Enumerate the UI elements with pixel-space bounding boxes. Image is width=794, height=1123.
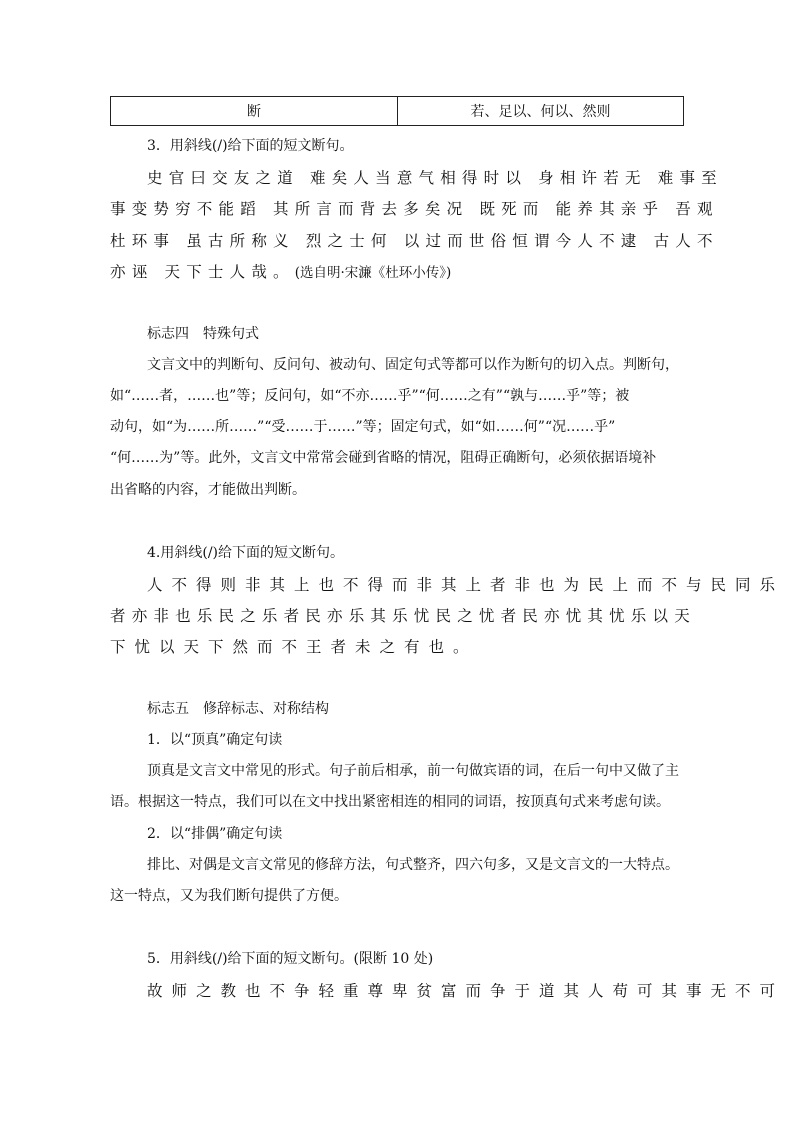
q3-source: (选自明·宋濂《杜环小传》): [294, 265, 452, 281]
section4-line-3: 动句，如“为……所……”“受……于……”等；固定句式，如“如……何”“况……乎”: [110, 419, 616, 435]
table-cell-left: 断: [111, 97, 398, 125]
q5-line-1: 故师之教也不争轻重尊卑贫富而争于道其人苟可其事无不可: [147, 982, 785, 1000]
q3-line-2: 事变势穷不能蹈 其所言而背去多矣况 既死而 能养其亲乎 吾观: [110, 200, 719, 218]
section5-sub2-line-2: 这一特点，又为我们断句提供了方便。: [110, 888, 348, 904]
table-cell-right: 若、足以、何以、然则: [470, 104, 611, 120]
section4-heading: 标志四 特殊句式: [147, 326, 259, 342]
section5-sub1-line-1: 顶真是文言文中常见的形式。句子前后相承，前一句做宾语的词，在后一句中又做了主: [147, 763, 679, 779]
q5-prompt: 5．用斜线(/)给下面的短文断句。(限断 10 处): [147, 951, 434, 967]
q4-line-1: 人不得则非其上也不得而非其上者非也为民上而不与民同乐: [147, 576, 785, 594]
q4-prompt: 4.用斜线(/)给下面的短文断句。: [147, 545, 344, 561]
q4-line-2: 者亦非也乐民之乐者民亦乐其乐忧民之忧者民亦忧其忧乐以天: [110, 607, 696, 625]
q3-line-4: 亦诬 天下士人哉。: [110, 263, 295, 281]
section5-sub2-line-1: 排比、对偶是文言文常见的修辞方法，句式整齐，四六句多，又是文言文的一大特点。: [147, 857, 679, 873]
section4-line-1: 文言文中的判断句、反问句、被动句、固定句式等都可以作为断句的切入点。判断句，: [147, 357, 679, 373]
q3-prompt: 3．用斜线(/)给下面的短文断句。: [147, 138, 354, 154]
section5-sub1: 1．以“顶真”确定句读: [147, 732, 283, 748]
section4-line-4: “何……为”等。此外，文言文中常常会碰到省略的情况，阻碍正确断句，必须依据语境补: [110, 450, 657, 466]
section4-line-2: 如“……者，……也”等；反问句，如“不亦……乎”“何……之有”“孰与……乎”等；被: [110, 388, 630, 404]
q3-line-1: 史官曰交友之道 难矣人当意气相得时以 身相许若无 难事至: [147, 169, 723, 187]
keyword-table: [110, 96, 684, 126]
q3-line-3: 杜环事 虽古所称义 烈之士何 以过而世俗恒谓今人不逮 古人不: [110, 232, 719, 250]
q3-line-4-wrap: [110, 260, 451, 282]
section4-line-5: 出省略的内容，才能做出判断。: [110, 482, 306, 498]
q4-line-3: 下忧以天下然而不王者未之有也。: [110, 638, 478, 656]
section5-sub2: 2．以“排偶”确定句读: [147, 826, 283, 842]
section5-heading: 标志五 修辞标志、对称结构: [147, 701, 329, 717]
section5-sub1-line-2: 语。根据这一特点，我们可以在文中找出紧密相连的相同的词语，按顶真句式来考虑句读。: [110, 794, 670, 810]
